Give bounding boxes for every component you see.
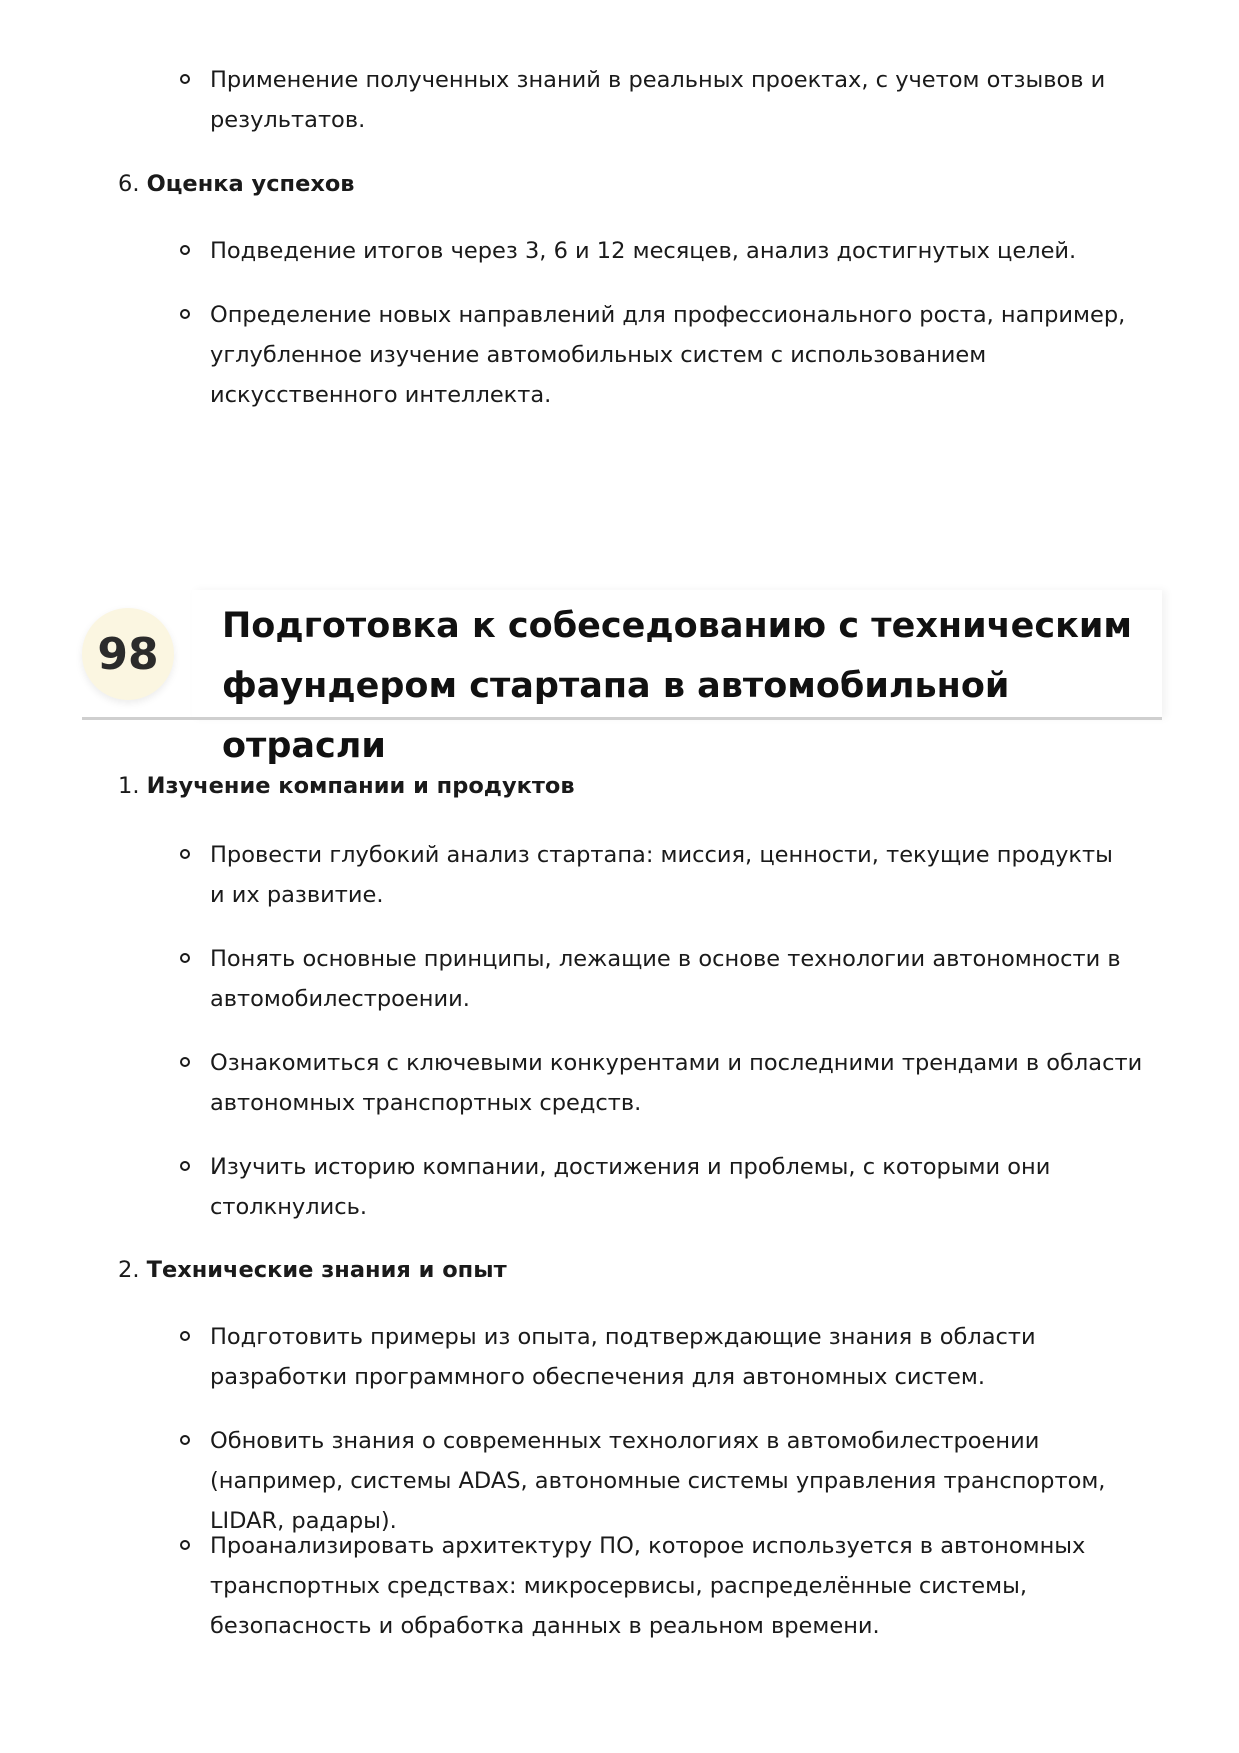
section-header <box>82 590 1162 766</box>
numbered-item-2 <box>118 1250 507 1290</box>
bullet-marker <box>180 953 190 963</box>
list-bullet-text: Ознакомиться с ключевыми конкурентами и последними трендами в области автономных транспортных средств. <box>210 1050 1143 1116</box>
list-bullet-text: Изучить историю компании, достижения и проблемы, с которыми они столкнулись. <box>210 1154 1051 1220</box>
bullet-marker <box>180 309 190 319</box>
item-title: Оценка успехов <box>146 171 355 197</box>
bullet-marker <box>180 1435 190 1445</box>
list-bullet-text: Применение полученных знаний в реальных проектах, с учетом отзывов и результатов. <box>210 67 1106 133</box>
bullet-marker <box>180 1057 190 1067</box>
numbered-item-6 <box>118 164 355 204</box>
bullet-marker <box>180 1331 190 1341</box>
list-bullet-text: Провести глубокий анализ стартапа: миссия, ценности, текущие продукты и их развитие. <box>210 842 1113 908</box>
list-bullet-text: Определение новых направлений для профессионального роста, например, углубленное изучение автомобильных систем с использованием искусственного интеллекта. <box>210 302 1126 408</box>
item-number: 1. <box>118 773 140 799</box>
bullet-marker <box>180 245 190 255</box>
list-bullet-text: Понять основные принципы, лежащие в основе технологии автономности в автомобилестроении. <box>210 946 1121 1012</box>
list-bullet-text: Обновить знания о современных технологиях в автомобилестроении (например, системы ADAS, автономные системы управления транспортом, LIDAR, радары). <box>210 1428 1106 1534</box>
list-bullet-text: Проанализировать архитектуру ПО, которое используется в автономных транспортных средствах: микросервисы, распределённые системы, безопасность и обработка данных в реальном времени. <box>210 1533 1086 1639</box>
numbered-item-1 <box>118 766 575 806</box>
bullet-marker <box>180 74 190 84</box>
bullet-marker <box>180 849 190 859</box>
item-number: 2. <box>118 1257 140 1283</box>
bullet-marker <box>180 1540 190 1550</box>
item-title: Изучение компании и продуктов <box>146 773 575 799</box>
list-bullet-text: Подведение итогов через 3, 6 и 12 месяцев, анализ достигнутых целей. <box>210 238 1077 264</box>
item-title: Технические знания и опыт <box>146 1257 507 1283</box>
list-bullet-text: Подготовить примеры из опыта, подтверждающие знания в области разработки программного обеспечения для автономных систем. <box>210 1324 1036 1390</box>
section-number-badge: 98 <box>82 608 174 700</box>
section-title: Подготовка к собеседованию с техническим фаундером стартапа в автомобильной отрасли <box>222 606 1132 766</box>
item-number: 6. <box>118 171 140 197</box>
bullet-marker <box>180 1161 190 1171</box>
